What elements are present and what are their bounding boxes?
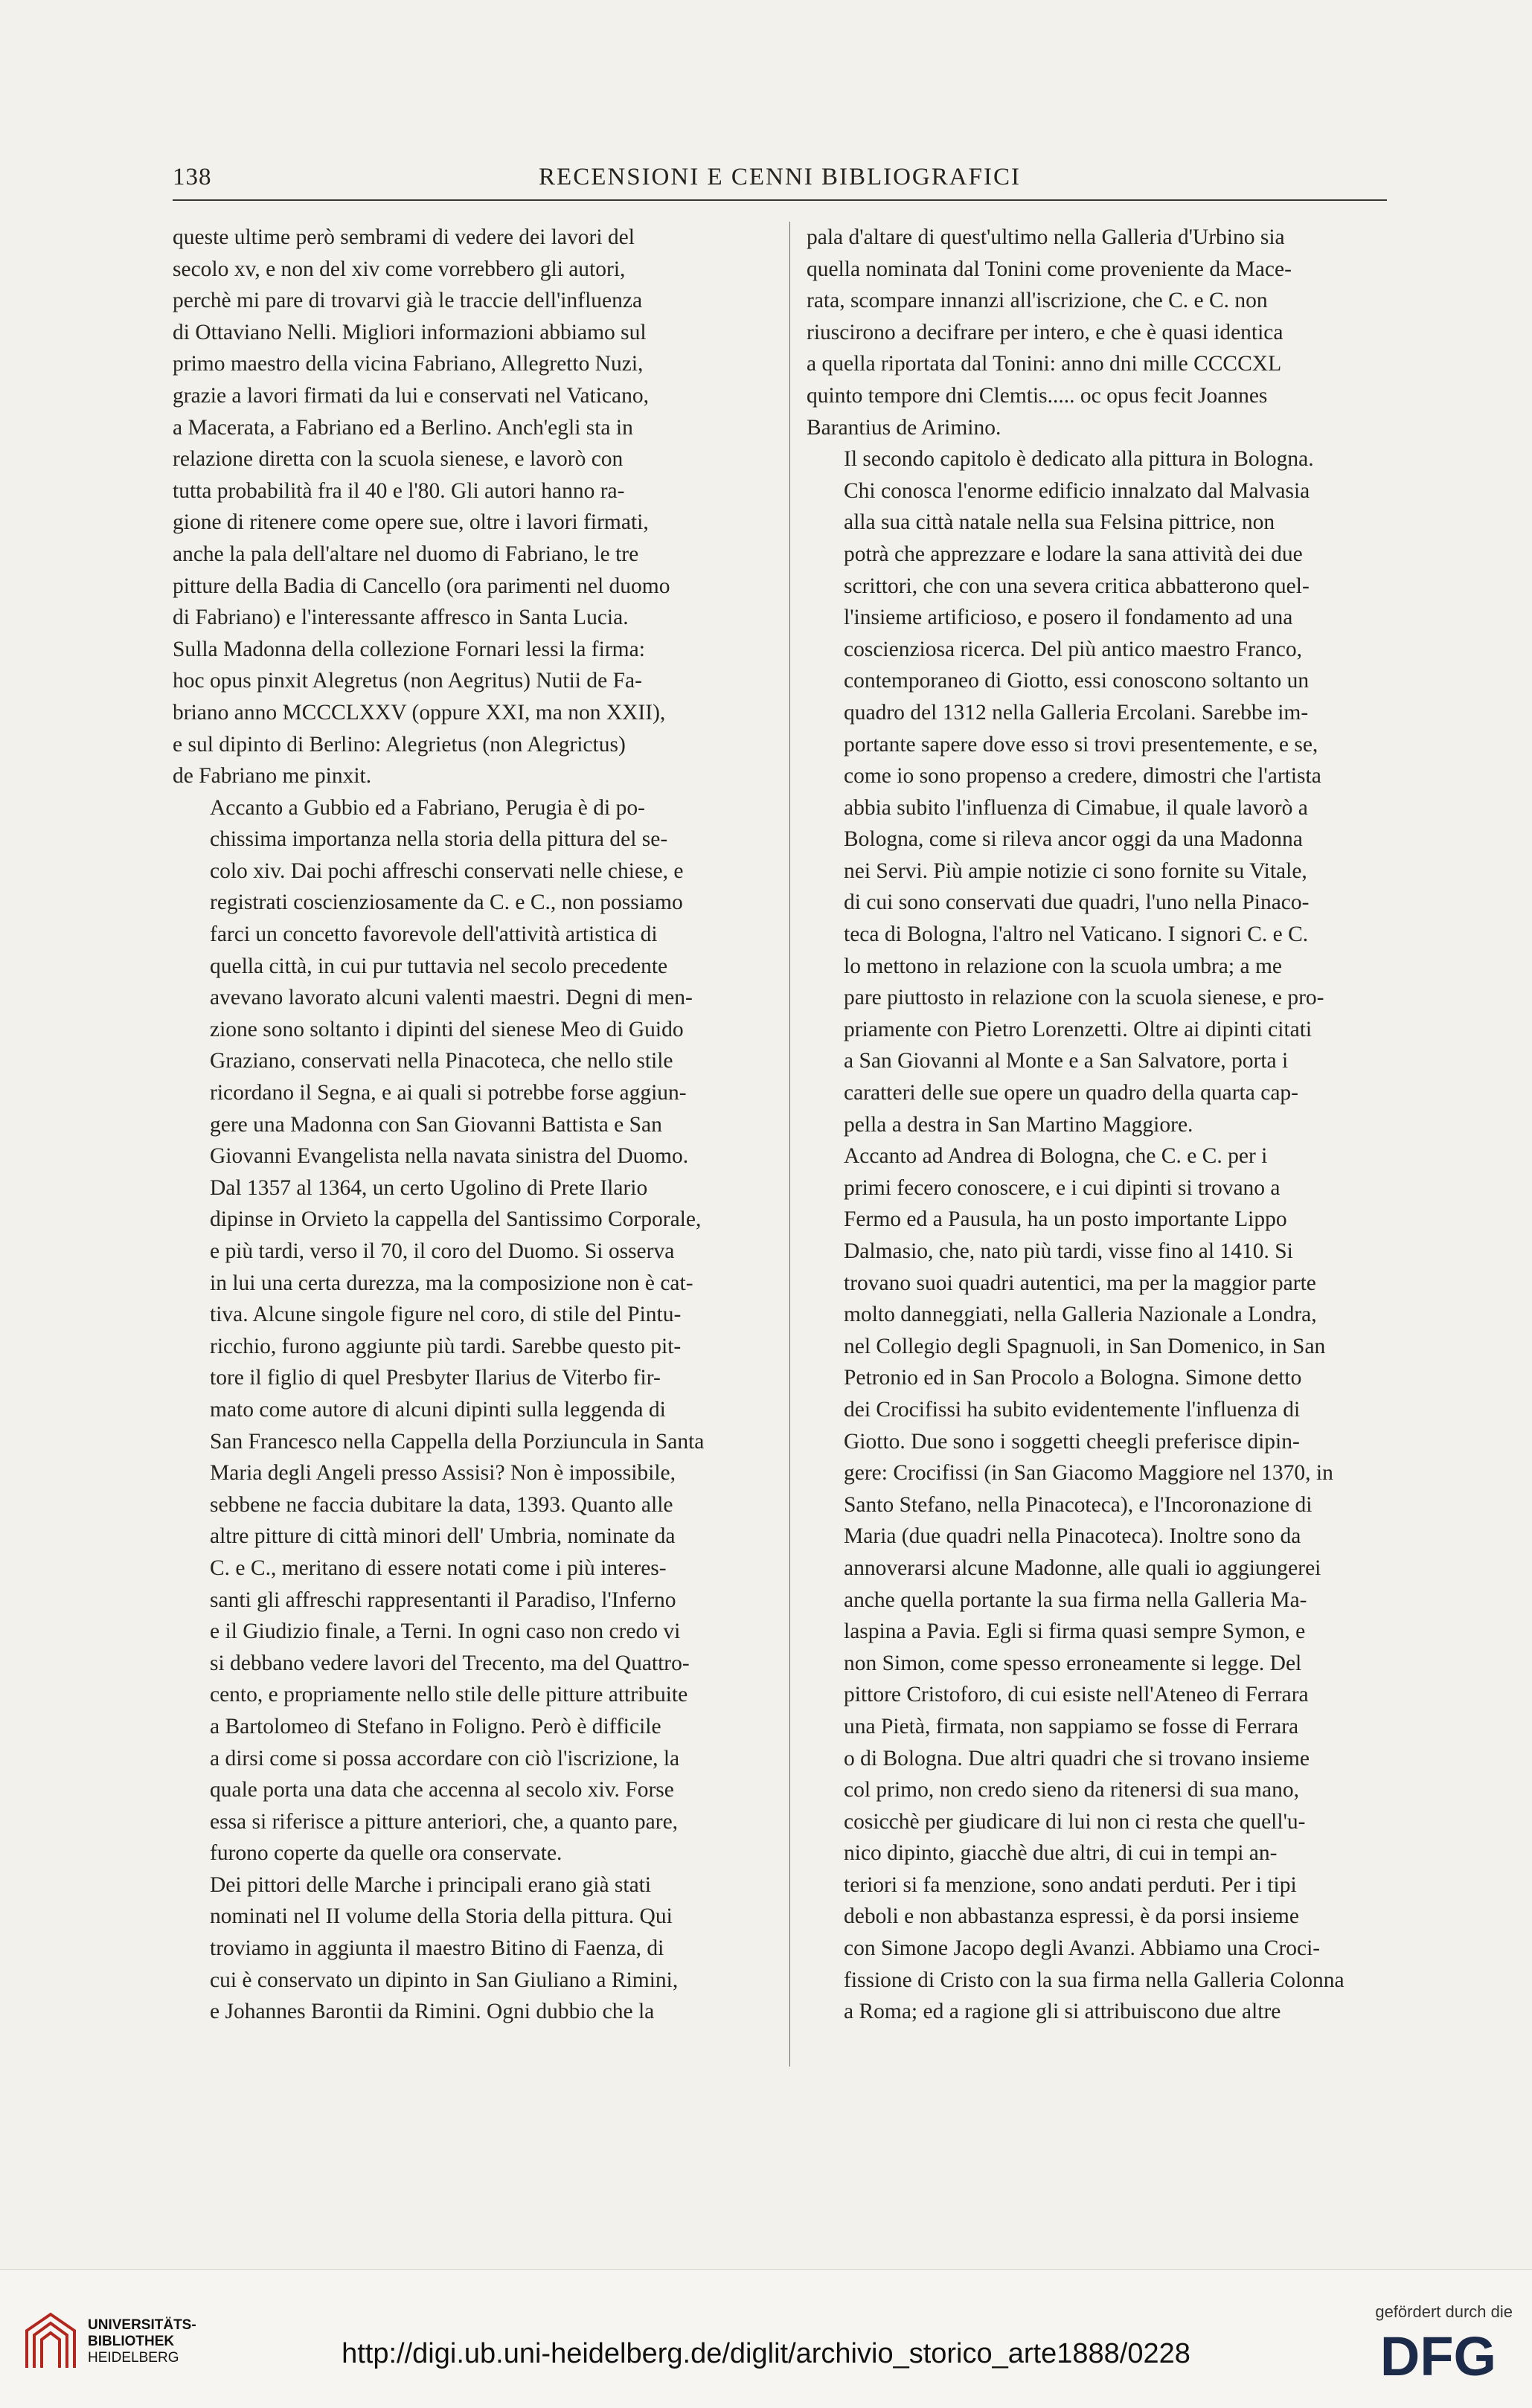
text-line: secolo xv, e non del xiv come vorrebbero gli autori,: [173, 257, 626, 281]
text-line: mato come autore di alcuni dipinti sulla leggenda di: [210, 1397, 666, 1422]
text-line: scrittori, che con una severa critica abbatterono quel-: [844, 574, 1310, 598]
text-line: una Pietà, firmata, non sappiamo se fosse di Ferrara: [844, 1714, 1299, 1738]
text-line: santi gli affreschi rappresentanti il Paradiso, l'Inferno: [210, 1587, 676, 1612]
text-line: Maria (due quadri nella Pinacoteca). Inoltre sono da: [844, 1524, 1301, 1549]
text-line: deboli e non abbastanza espressi, è da porsi insieme: [844, 1904, 1299, 1929]
text-line: Bologna, come si rileva ancor oggi da una Madonna: [844, 827, 1303, 852]
text-line: portante sapere dove esso si trovi presentemente, e se,: [844, 732, 1318, 757]
text-line: Fermo ed a Pausula, ha un posto importante Lippo: [844, 1207, 1287, 1232]
text-line: potrà che apprezzare e lodare la sana attività dei due: [844, 542, 1303, 566]
paragraph: [173, 222, 774, 792]
text-line: Chi conosca l'enorme edificio innalzato dal Malvasia: [844, 478, 1310, 503]
text-line: non Simon, come spesso erroneamente si legge. Del: [844, 1651, 1302, 1675]
text-line: perchè mi pare di trovarvi già le traccie dell'influenza: [173, 289, 643, 313]
text-line: lo mettono in relazione con la scuola umbra; a me: [844, 954, 1282, 978]
text-line: e il Giudizio finale, a Terni. In ogni caso non credo vi: [210, 1619, 681, 1644]
text-line: furono coperte da quelle ora conservate.: [210, 1841, 563, 1866]
paragraph: [807, 222, 1408, 443]
text-line: Accanto ad Andrea di Bologna, che C. e C. per i: [844, 1144, 1268, 1169]
text-line: Petronio ed in San Procolo a Bologna. Simone detto: [844, 1366, 1302, 1390]
text-line: quadro del 1312 nella Galleria Ercolani. Sarebbe im-: [844, 700, 1309, 725]
text-line: e Johannes Barontii da Rimini. Ogni dubbio che la: [210, 2000, 655, 2024]
text-line: Accanto a Gubbio ed a Fabriano, Perugia è di po-: [210, 795, 645, 820]
text-line: alla sua città natale nella sua Felsina pittrice, non: [844, 510, 1275, 535]
text-line: grazie a lavori firmati da lui e conservati nel Vaticano,: [173, 383, 649, 408]
text-line: Il secondo capitolo è dedicato alla pittura in Bologna.: [844, 447, 1314, 472]
text-line: fissione di Cristo con la sua firma nella Galleria Colonna: [844, 1968, 1344, 1992]
text-line: di Ottaviano Nelli. Migliori informazioni abbiamo sul: [173, 320, 647, 344]
running-title: RECENSIONI E CENNI BIBLIOGRAFICI: [539, 164, 1021, 190]
text-line: quale porta una data che accenna al secolo xiv. Forse: [210, 1778, 674, 1802]
text-line: dei Crocifissi ha subito evidentemente l'influenza di: [844, 1397, 1301, 1422]
text-line: quella città, in cui pur tuttavia nel secolo precedente: [210, 954, 668, 978]
text-line: quella nominata dal Tonini come proveniente da Mace-: [807, 257, 1292, 281]
text-line: coscienziosa ricerca. Del più antico maestro Franco,: [844, 637, 1302, 661]
text-line: C. e C., meritano di essere notati come i più interes-: [210, 1555, 667, 1580]
text-line: de Fabriano me pinxit.: [173, 764, 372, 789]
page-number: 138: [173, 164, 212, 190]
text-line: anche quella portante la sua firma nella Galleria Ma-: [844, 1587, 1307, 1612]
text-line: San Francesco nella Cappella della Porziuncula in Santa: [210, 1429, 705, 1454]
text-line: colo xiv. Dai pochi affreschi conservati nelle chiese, e: [210, 858, 684, 883]
dfg-logo-text: DFG: [1379, 2328, 1497, 2381]
text-line: relazione diretta con la scuola sienese, e lavorò con: [173, 447, 624, 472]
text-line: Sulla Madonna della collezione Fornari lessi la firma:: [173, 637, 645, 661]
text-line: zione sono soltanto i dipinti del sienese Meo di Guido: [210, 1017, 684, 1041]
text-line: registrati coscienziosamente da C. e C., non possiamo: [210, 890, 683, 915]
library-name-line-1: UNIVERSITÄTS-: [88, 2317, 196, 2333]
text-line: avevano lavorato alcuni valenti maestri. Degni di men-: [210, 986, 693, 1010]
text-line: cosicchè per giudicare di lui non ci resta che quell'u-: [844, 1809, 1306, 1834]
text-line: Giotto. Due sono i soggetti cheegli preferisce dipin-: [844, 1429, 1300, 1454]
text-line: quinto tempore dni Clemtis..... oc opus fecit Joannes: [807, 383, 1268, 408]
text-line: gione di ritenere come opere sue, oltre i lavori firmati,: [173, 510, 649, 535]
footer-bar: [0, 2269, 1532, 2408]
text-line: Barantius de Arimino.: [807, 415, 1001, 440]
text-line: nominati nel II volume della Storia della pittura. Qui: [210, 1904, 673, 1929]
text-line: hoc opus pinxit Alegretus (non Aegritus) Nutii de Fa-: [173, 669, 642, 693]
text-line: pala d'altare di quest'ultimo nella Galleria d'Urbino sia: [807, 225, 1285, 249]
text-line: a Bartolomeo di Stefano in Foligno. Però è difficile: [210, 1714, 661, 1738]
text-line: annoverarsi alcune Madonne, alle quali io aggiungerei: [844, 1555, 1321, 1580]
text-line: e più tardi, verso il 70, il coro del Duomo. Si osserva: [210, 1239, 675, 1263]
text-line: gere una Madonna con San Giovanni Battista e San: [210, 1112, 662, 1137]
text-line: a dirsi come si possa accordare con ciò l'iscrizione, la: [210, 1746, 680, 1770]
paragraph: [173, 1172, 774, 1869]
page-header: [173, 158, 1387, 198]
text-line: Graziano, conservati nella Pinacoteca, che nello stile: [210, 1049, 673, 1073]
text-line: Santo Stefano, nella Pinacoteca), e l'Incoronazione di: [844, 1492, 1313, 1517]
text-line: teriori si fa menzione, sono andati perduti. Per i tipi: [844, 1872, 1297, 1897]
text-line: in lui una certa durezza, ma la composizione non è cat-: [210, 1271, 693, 1295]
text-line: pitture della Badia di Cancello (ora parimenti nel duomo: [173, 574, 670, 598]
text-line: a San Giovanni al Monte e a San Salvatore, porta i: [844, 1049, 1289, 1073]
text-line: o di Bologna. Due altri quadri che si trovano insieme: [844, 1746, 1310, 1770]
text-line: abbia subito l'influenza di Cimabue, il quale lavorò a: [844, 795, 1308, 820]
text-line: col primo, non credo sieno da ritenersi di sua mano,: [844, 1778, 1299, 1802]
text-line: queste ultime però sembrami di vedere dei lavori del: [173, 225, 635, 249]
text-line: e sul dipinto di Berlino: Alegrietus (non Alegrictus): [173, 732, 626, 757]
text-line: di cui sono conservati due quadri, l'uno nella Pinaco-: [844, 890, 1310, 915]
text-line: essa si riferisce a pitture anteriori, che, a quanto pare,: [210, 1809, 679, 1834]
funding-caption: gefördert durch die: [1375, 2302, 1513, 2321]
text-line: troviamo in aggiunta il maestro Bitino di Faenza, di: [210, 1936, 664, 1961]
right-text-column: [807, 222, 1408, 2028]
text-line: a Roma; ed a ragione gli si attribuiscono due altre: [844, 2000, 1281, 2024]
text-line: primo maestro della vicina Fabriano, Allegretto Nuzi,: [173, 352, 644, 376]
text-line: altre pitture di città minori dell' Umbria, nominate da: [210, 1524, 676, 1549]
text-line: di Fabriano) e l'interessante affresco in Santa Lucia.: [173, 606, 629, 630]
paragraph: [807, 443, 1408, 1140]
text-line: a Macerata, a Fabriano ed a Berlino. Anch'egli sta in: [173, 415, 633, 440]
column-divider: [789, 222, 790, 2067]
text-line: briano anno MCCCLXXV (oppure XXI, ma non XXII),: [173, 700, 666, 725]
text-line: priamente con Pietro Lorenzetti. Oltre ai dipinti citati: [844, 1017, 1313, 1041]
text-line: Dei pittori delle Marche i principali erano già stati: [210, 1872, 652, 1897]
text-line: Maria degli Angeli presso Assisi? Non è impossibile,: [210, 1461, 676, 1486]
text-line: contemporaneo di Giotto, essi conoscono soltanto un: [844, 669, 1310, 693]
text-line: riuscirono a decifrare per intero, e che è quasi identica: [807, 320, 1283, 344]
text-line: primi fecero conoscere, e i cui dipinti si trovano a: [844, 1175, 1281, 1200]
text-line: pella a destra in San Martino Maggiore.: [844, 1112, 1193, 1137]
text-line: cento, e propriamente nello stile delle pitture attribuite: [210, 1683, 688, 1707]
paragraph: [173, 1869, 774, 2028]
library-name-line-3: HEIDELBERG: [88, 2350, 179, 2366]
library-name-line-2: BIBLIOTHEK: [88, 2334, 175, 2349]
text-line: gere: Crocifissi (in San Giacomo Maggiore nel 1370, in: [844, 1461, 1333, 1486]
paragraph: [173, 792, 774, 1172]
text-line: molto danneggiati, nella Galleria Nazionale a Londra,: [844, 1303, 1317, 1327]
text-line: chissima importanza nella storia della pittura del se-: [210, 827, 668, 852]
text-line: tiva. Alcune singole figure nel coro, di stile del Pintu-: [210, 1303, 682, 1327]
text-line: cui è conservato un dipinto in San Giuliano a Rimini,: [210, 1968, 679, 1992]
header-rule: [173, 199, 1387, 201]
text-line: si debbano vedere lavori del Trecento, ma del Quattro-: [210, 1651, 690, 1675]
text-line: laspina a Pavia. Egli si firma quasi sempre Symon, e: [844, 1619, 1306, 1644]
text-line: nico dipinto, giacchè due altri, di cui in tempi an-: [844, 1841, 1278, 1866]
text-line: farci un concetto favorevole dell'attività artistica di: [210, 922, 658, 947]
text-line: Dal 1357 al 1364, un certo Ugolino di Prete Ilario: [210, 1175, 648, 1200]
text-line: Giovanni Evangelista nella navata sinistra del Duomo.: [210, 1144, 689, 1169]
text-line: sebbene ne faccia dubitare la data, 1393. Quanto alle: [210, 1492, 673, 1517]
source-url-link[interactable]: http://digi.ub.uni-heidelberg.de/diglit/archivio_storico_arte1888/0228: [342, 2338, 1190, 2369]
left-text-column: [173, 222, 774, 2028]
text-line: anche la pala dell'altare nel duomo di Fabriano, le tre: [173, 542, 639, 566]
text-line: tore il figlio di quel Presbyter Ilarius de Viterbo fir-: [210, 1366, 661, 1390]
text-line: teca di Bologna, l'altro nel Vaticano. I signori C. e C.: [844, 922, 1309, 947]
paragraph: [807, 1140, 1408, 2028]
text-line: ricchio, furono aggiunte più tardi. Sarebbe questo pit-: [210, 1334, 682, 1358]
text-line: rata, scompare innanzi all'iscrizione, che C. e C. non: [807, 289, 1268, 313]
text-line: Dalmasio, che, nato più tardi, visse fino al 1410. Si: [844, 1239, 1293, 1263]
text-line: pare piuttosto in relazione con la scuola sienese, e pro-: [844, 986, 1324, 1010]
text-line: caratteri delle sue opere un quadro della quarta cap-: [844, 1081, 1298, 1105]
text-line: a quella riportata dal Tonini: anno dni mille CCCCXL: [807, 352, 1282, 376]
text-line: dipinse in Orvieto la cappella del Santissimo Corporale,: [210, 1207, 702, 1232]
text-line: con Simone Jacopo degli Avanzi. Abbiamo una Croci-: [844, 1936, 1321, 1961]
text-line: trovano suoi quadri autentici, ma per la maggior parte: [844, 1271, 1316, 1295]
text-line: tutta probabilità fra il 40 e l'80. Gli autori hanno ra-: [173, 478, 625, 503]
text-line: l'insieme artificioso, e posero il fondamento ad una: [844, 606, 1293, 630]
text-line: nel Collegio degli Spagnuoli, in San Domenico, in San: [844, 1334, 1326, 1358]
text-line: pittore Cristoforo, di cui esiste nell'Ateneo di Ferrara: [844, 1683, 1309, 1707]
text-line: come io sono propenso a credere, dimostri che l'artista: [844, 764, 1321, 789]
text-line: ricordano il Segna, e ai quali si potrebbe forse aggiun-: [210, 1081, 687, 1105]
dfg-logo-icon: [1364, 2328, 1513, 2381]
text-line: nei Servi. Più ampie notizie ci sono fornite su Vitale,: [844, 858, 1307, 883]
